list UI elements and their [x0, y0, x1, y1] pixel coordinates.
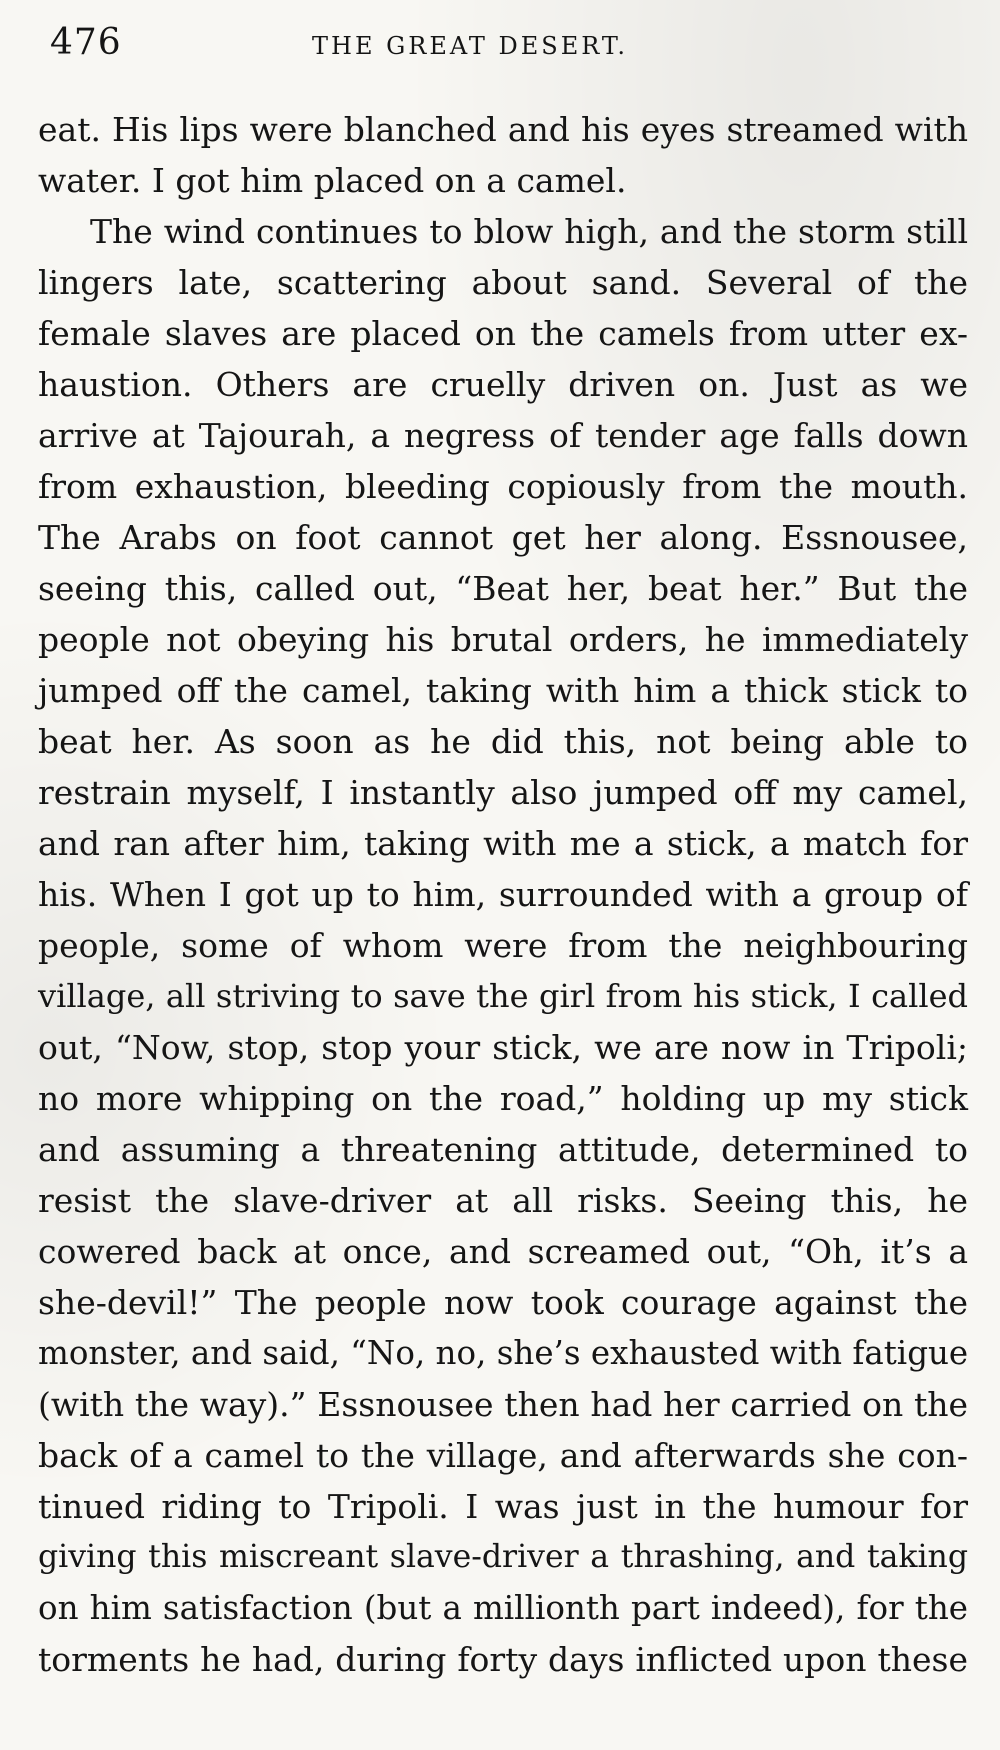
text-line: monster, and said, “No, no, she’s exhausted with fatigue — [38, 1334, 969, 1372]
text-line: no more whipping on the road,” holding up my stick — [38, 1079, 968, 1118]
text-line: eat. His lips were blanched and his eyes streamed with — [38, 110, 968, 149]
running-title: THE GREAT DESERT. — [312, 32, 628, 60]
text-line: cowered back at once, and screamed out, “Oh, it’s a — [38, 1232, 968, 1271]
text-line: and ran after him, taking with me a stick, a match for — [38, 824, 968, 863]
page-header — [40, 18, 960, 78]
text-line: village, all striving to save the girl from his stick, I called — [38, 977, 968, 1015]
text-line: jumped off the camel, taking with him a thick stick to — [38, 671, 968, 710]
text-line: people, some of whom were from the neighbouring — [38, 926, 968, 965]
text-line: beat her. As soon as he did this, not being able to — [38, 722, 968, 761]
text-line: resist the slave-driver at all risks. Seeing this, he — [38, 1181, 968, 1220]
text-line: giving this miscreant slave-driver a thrashing, and taking — [38, 1539, 968, 1575]
text-line: (with the way).” Essnousee then had her carried on the — [38, 1385, 968, 1424]
text-line: The wind continues to blow high, and the storm still — [90, 212, 968, 251]
text-line: female slaves are placed on the camels from utter ex- — [38, 314, 968, 353]
text-line: arrive at Tajourah, a negress of tender age falls down — [38, 416, 968, 455]
text-line: torments he had, during forty days inflicted upon these — [38, 1640, 968, 1679]
text-line: seeing this, called out, “Beat her, beat her.” But the — [38, 569, 968, 608]
text-line: people not obeying his brutal orders, he immediately — [38, 620, 968, 659]
text-line: haustion. Others are cruelly driven on. Just as we — [38, 365, 968, 404]
text-line: water. I got him placed on a camel. — [38, 161, 627, 200]
text-line: The Arabs on foot cannot get her along. Essnousee, — [38, 518, 968, 557]
text-line: she-devil!” The people now took courage against the — [38, 1283, 968, 1322]
text-line: lingers late, scattering about sand. Several of the — [38, 263, 968, 302]
text-line: from exhaustion, bleeding copiously from the mouth. — [38, 467, 968, 506]
text-line: restrain myself, I instantly also jumped off my camel, — [38, 773, 968, 812]
text-line: on him satisfaction (but a millionth part indeed), for the — [38, 1589, 968, 1627]
body-text — [38, 104, 968, 1685]
text-line: and assuming a threatening attitude, determined to — [38, 1130, 968, 1169]
text-line: out, “Now, stop, stop your stick, we are now in Tripoli; — [38, 1028, 968, 1067]
text-line: back of a camel to the village, and afterwards she con- — [38, 1436, 968, 1475]
text-line: his. When I got up to him, surrounded with a group of — [38, 875, 968, 914]
page-number: 476 — [50, 22, 122, 63]
text-line: tinued riding to Tripoli. I was just in the humour for — [38, 1487, 968, 1526]
